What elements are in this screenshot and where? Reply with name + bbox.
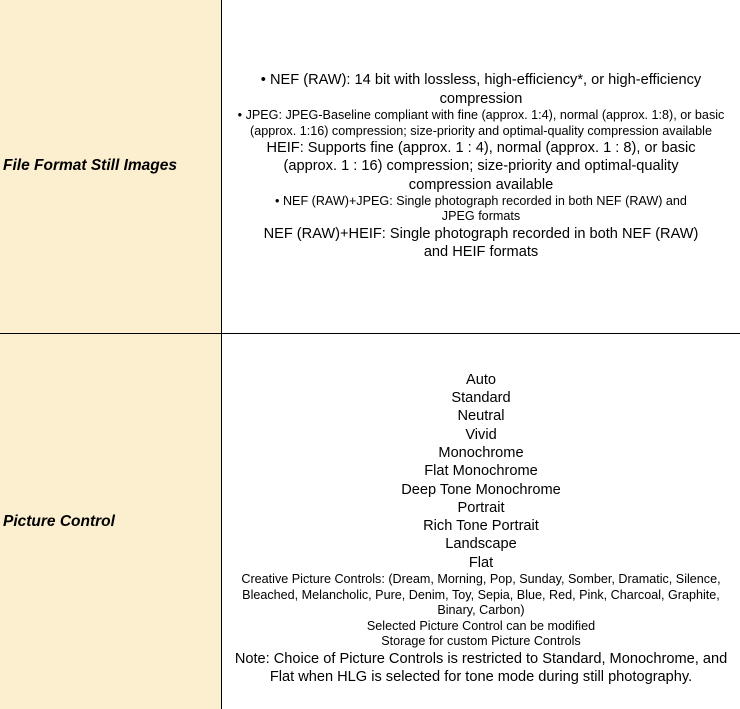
row-label-cell — [0, 0, 222, 333]
list-item: Auto — [465, 371, 497, 388]
list-item: Flat — [468, 554, 494, 571]
row-label: Picture Control — [3, 512, 115, 530]
list-item: Neutral — [457, 408, 505, 425]
list-item: Flat Monochrome — [424, 463, 538, 480]
list-item: Portrait — [457, 499, 505, 516]
list-item: Deep Tone Monochrome — [401, 481, 561, 498]
list-item: Monochrome — [438, 445, 524, 461]
hlg-note: Note: Choice of Picture Controls is restricted to Standard, Monochrome, and Flat when HLG is selected for tone mode during still photography. — [234, 650, 728, 685]
list-item: Landscape — [445, 536, 517, 553]
row-label-cell — [0, 334, 222, 709]
format-jpeg: • JPEG: JPEG-Baseline compliant with fine (approx. 1:4), normal (approx. 1:8), or basic (approx. 1:16) compression; size-priority and optimal-quality compression available — [237, 108, 725, 138]
list-item: Rich Tone Portrait — [423, 518, 539, 535]
format-nef-jpeg: • NEF (RAW)+JPEG: Single photograph recorded in both NEF (RAW) and JPEG formats — [275, 193, 687, 224]
modifiable-note: Selected Picture Control can be modified — [366, 618, 596, 633]
row-label: File Format Still Images — [3, 156, 177, 174]
storage-note: Storage for custom Picture Controls — [381, 634, 581, 649]
format-heif: HEIF: Supports fine (approx. 1 : 4), normal (approx. 1 : 8), or basic (approx. 1 : 16) compression; size-priority and optimal-quality compression available — [266, 140, 696, 193]
row-value-cell — [222, 0, 740, 333]
table-row-file-format — [0, 0, 740, 334]
creative-picture-controls: Creative Picture Controls: (Dream, Morning, Pop, Sunday, Somber, Dramatic, Silence, Bleached, Melancholic, Pure, Denim, Toy, Sepia, Blue, Red, Pink, Charcoal, Graphite, Binary, Carbon) — [241, 572, 721, 618]
format-nef: • NEF (RAW): 14 bit with lossless, high-efficiency*, or high-efficiency compression — [260, 72, 702, 107]
row-value-cell — [222, 334, 740, 709]
list-item: Standard — [451, 390, 511, 407]
list-item: Vivid — [465, 426, 497, 443]
format-nef-heif: NEF (RAW)+HEIF: Single photograph recorded in both NEF (RAW) and HEIF formats — [263, 225, 699, 261]
table-row-picture-control — [0, 334, 740, 709]
